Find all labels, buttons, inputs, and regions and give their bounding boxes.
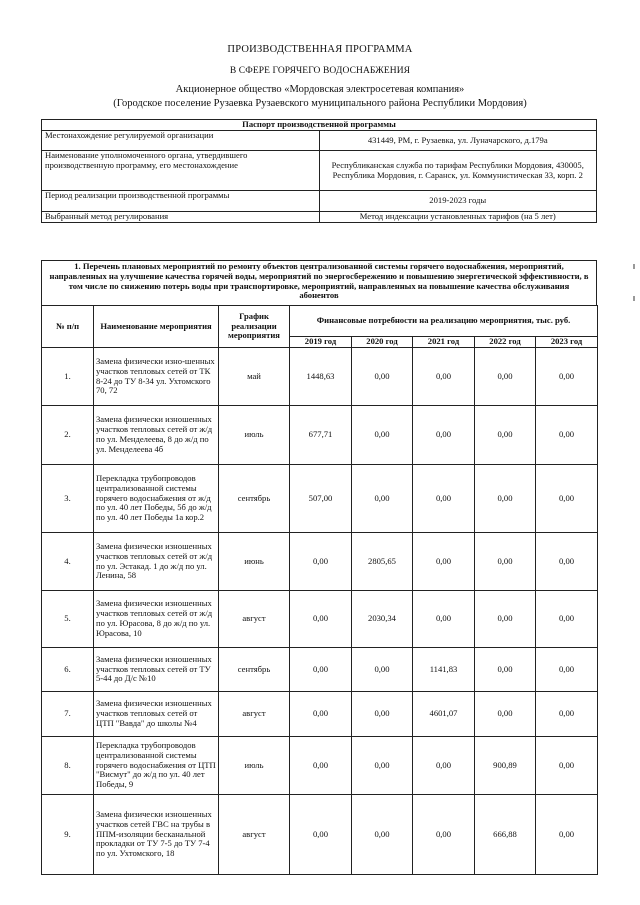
event-name: Замена физически изношенных участков сетей ГВС на трубы в ППМ-изоляции бесканальной прокладки от ТУ 7-5 до ТУ 7-4 по ул. Ухтомского, 18: [94, 795, 219, 875]
value-2020: 2030,34: [352, 591, 413, 648]
section-1-heading: [41, 260, 597, 306]
value-2020: 0,00: [352, 465, 413, 533]
value-2021: 0,00: [413, 533, 475, 591]
value-2023: 0,00: [536, 406, 598, 465]
value-2020: 0,00: [352, 648, 413, 692]
value-2021: 4601,07: [413, 692, 475, 737]
passport-label: Период реализации производственной программы: [42, 191, 320, 212]
column-header-number: № п/п: [42, 306, 94, 348]
municipality-name: (Городское поселение Рузаевка Рузаевского муниципального района Республики Мордовия): [113, 98, 527, 109]
event-schedule: август: [219, 591, 290, 648]
value-2020: 0,00: [352, 406, 413, 465]
event-schedule: сентябрь: [219, 465, 290, 533]
value-2022: 0,00: [475, 648, 536, 692]
event-name: Замена физически изношенных участков тепловых сетей от ж/д по ул. Эстакад. 1 до ж/д по ул. Ленина, 58: [94, 533, 219, 591]
passport-label: Наименование уполномоченного органа, утвердившего производственную программу, его местонахождение: [42, 151, 320, 191]
column-header-schedule: График реализации мероприятия: [219, 306, 290, 348]
column-header-name: Наименование мероприятия: [94, 306, 219, 348]
event-name: Замена физически изношенных участков тепловых сетей от ТУ 5-44 до Д/с №10: [94, 648, 219, 692]
value-2023: 0,00: [536, 591, 598, 648]
value-2020: 0,00: [352, 795, 413, 875]
value-2022: 0,00: [475, 533, 536, 591]
value-2019: 0,00: [290, 591, 352, 648]
value-2022: 666,88: [475, 795, 536, 875]
value-2021: 0,00: [413, 406, 475, 465]
year-header: 2020 год: [352, 337, 413, 348]
row-number: 7.: [42, 692, 94, 737]
event-schedule: август: [219, 795, 290, 875]
value-2022: 0,00: [475, 692, 536, 737]
event-schedule: сентябрь: [219, 648, 290, 692]
table-row: [42, 737, 598, 795]
passport-value: 2019-2023 годы: [319, 191, 597, 212]
table-row: [42, 591, 598, 648]
column-header-finance: Финансовые потребности на реализацию мероприятия, тыс. руб.: [290, 306, 598, 337]
row-number: 9.: [42, 795, 94, 875]
year-header: 2019 год: [290, 337, 352, 348]
document-title: ПРОИЗВОДСТВЕННАЯ ПРОГРАММА: [227, 44, 413, 55]
document-subtitle: В СФЕРЕ ГОРЯЧЕГО ВОДОСНАБЖЕНИЯ: [229, 66, 411, 76]
value-2023: 0,00: [536, 348, 598, 406]
year-header: 2022 год: [475, 337, 536, 348]
value-2023: 0,00: [536, 465, 598, 533]
table-row: [42, 795, 598, 875]
event-schedule: июль: [219, 737, 290, 795]
value-2020: 0,00: [352, 692, 413, 737]
event-name: Замена физически изношенных участков тепловых сетей от ж/д по ул. Менделеева, 8 до ж/д по ул. Менделеева 4б: [94, 406, 219, 465]
value-2022: 0,00: [475, 591, 536, 648]
value-2022: 0,00: [475, 465, 536, 533]
table-row: [42, 692, 598, 737]
value-2019: 0,00: [290, 795, 352, 875]
events-table: [41, 305, 598, 875]
value-2021: 0,00: [413, 591, 475, 648]
event-name: Замена физически изношенных участков тепловых сетей от ЦТП "Вавда" до школы №4: [94, 692, 219, 737]
event-name: Перекладка трубопроводов централизованной системы горячего водоснабжения от ж/д по ул. 40 лет Победы, 5б до ж/д по ул. 40 лет Победы 1а кор.2: [94, 465, 219, 533]
value-2023: 0,00: [536, 692, 598, 737]
passport-table: [41, 119, 597, 223]
event-schedule: июнь: [219, 533, 290, 591]
value-2021: 0,00: [413, 348, 475, 406]
value-2021: 1141,83: [413, 648, 475, 692]
table-row: [42, 348, 598, 406]
table-row: [42, 406, 598, 465]
event-name: Замена физически изношенных участков тепловых сетей от ж/д по ул. Юрасова, 8 до ж/д по ул. Юрасова, 10: [94, 591, 219, 648]
value-2021: 0,00: [413, 465, 475, 533]
value-2019: 0,00: [290, 737, 352, 795]
value-2019: 0,00: [290, 648, 352, 692]
value-2023: 0,00: [536, 533, 598, 591]
event-name: Замена физически изно-шенных участков тепловых сетей от ТК 8-24 до ТУ 8-34 ул. Ухтомского 70, 72: [94, 348, 219, 406]
value-2019: 507,00: [290, 465, 352, 533]
passport-label: Выбранный метод регулирования: [42, 212, 320, 223]
section-1-title: 1. Перечень плановых мероприятий по ремонту объектов централизованной системы горячего водоснабжения, мероприятий, направленных на улучшение качества горячей воды, мероприятий по энергосбережению и повышению энергетической эффективности, в том числе по снижению потерь воды при транспортировке, мероприятий, направленных на повышение качества обслуживания абонентов: [42, 261, 597, 306]
passport-value: Метод индексации установленных тарифов (на 5 лет): [319, 212, 597, 223]
event-schedule: август: [219, 692, 290, 737]
row-number: 3.: [42, 465, 94, 533]
row-number: 5.: [42, 591, 94, 648]
value-2021: 0,00: [413, 737, 475, 795]
passport-label: Местонахождение регулируемой организации: [42, 131, 320, 151]
value-2019: 677,71: [290, 406, 352, 465]
table-row: [42, 648, 598, 692]
row-number: 1.: [42, 348, 94, 406]
passport-title: Паспорт производственной программы: [42, 120, 597, 131]
value-2021: 0,00: [413, 795, 475, 875]
event-name: Перекладка трубопроводов централизованной системы горячего водоснабжения от ЦТП "Висмут" до ж/д по ул. 40 лет Победы, 9: [94, 737, 219, 795]
value-2023: 0,00: [536, 648, 598, 692]
value-2020: 0,00: [352, 348, 413, 406]
scan-mark: [633, 264, 635, 269]
year-header: 2023 год: [536, 337, 598, 348]
scan-mark: [633, 296, 635, 301]
value-2022: 0,00: [475, 348, 536, 406]
value-2022: 900,89: [475, 737, 536, 795]
row-number: 2.: [42, 406, 94, 465]
passport-value: 431449, РМ, г. Рузаевка, ул. Луначарского, д.179а: [319, 131, 597, 151]
value-2022: 0,00: [475, 406, 536, 465]
year-header: 2021 год: [413, 337, 475, 348]
event-schedule: май: [219, 348, 290, 406]
passport-value: Республиканская служба по тарифам Республики Мордовия, 430005, Республика Мордовия, г. Саранск, ул. Коммунистическая 33, корп. 2: [319, 151, 597, 191]
table-row: [42, 533, 598, 591]
row-number: 6.: [42, 648, 94, 692]
value-2023: 0,00: [536, 795, 598, 875]
value-2023: 0,00: [536, 737, 598, 795]
value-2020: 0,00: [352, 737, 413, 795]
row-number: 8.: [42, 737, 94, 795]
organization-name: Акционерное общество «Мордовская электросетевая компания»: [175, 84, 465, 95]
value-2019: 1448,63: [290, 348, 352, 406]
value-2019: 0,00: [290, 692, 352, 737]
table-row: [42, 465, 598, 533]
row-number: 4.: [42, 533, 94, 591]
value-2019: 0,00: [290, 533, 352, 591]
value-2020: 2805,65: [352, 533, 413, 591]
event-schedule: июль: [219, 406, 290, 465]
